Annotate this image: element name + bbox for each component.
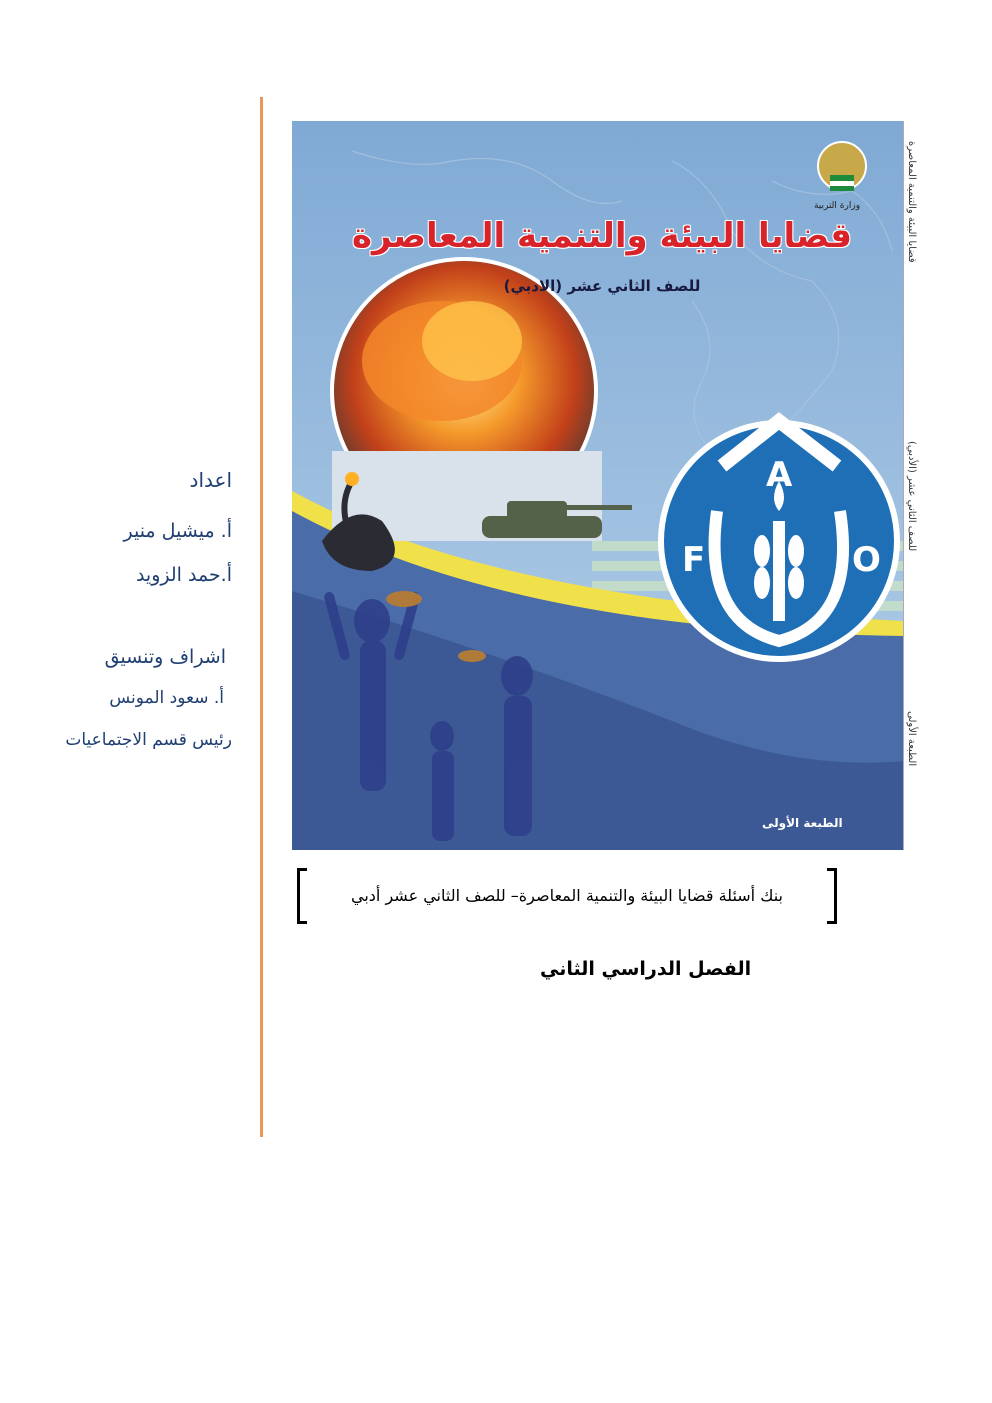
left-bracket [297,868,307,924]
author-name: أ. ميشيل منير [123,520,232,542]
cover-title: قضايا البيئة والتنمية المعاصرة [351,216,853,256]
cover-subtitle: للصف الثاني عشر (الادبي) [503,277,701,295]
fao-letters [292,121,928,850]
caption-frame [297,868,837,926]
vertical-divider [260,97,263,1137]
fao-letter-f: F [682,540,706,580]
edition-label: الطبعة الأولى [762,816,843,830]
semester-text: الفصل الدراسي الثاني [540,958,752,980]
supervision-label: اشراف وتنسيق [104,646,226,668]
fao-letter-o: O [852,540,881,580]
ministry-label: وزارة التربية [813,201,861,211]
right-bracket [827,868,837,924]
fao-letter-a: A [766,455,793,495]
book-spine [903,121,928,850]
spine-title: قضايا البيئة والتنمية المعاصرة [906,141,917,263]
author-name: أ.حمد الزويد [135,564,232,586]
book-cover-image [292,121,928,850]
supervisor-name: أ. سعود المونس [109,688,224,708]
question-bank-title: بنك أسئلة قضايا البيئة والتنمية المعاصرة– للصف الثاني عشر أدبي [351,886,783,905]
prepared-by-label: اعداد [189,468,232,492]
spine-edition: الطبعة الأولى [906,711,917,767]
spine-grade: للصف الثاني عشر (الأدبي) [906,441,917,552]
supervisor-role: رئيس قسم الاجتماعيات [65,730,232,750]
